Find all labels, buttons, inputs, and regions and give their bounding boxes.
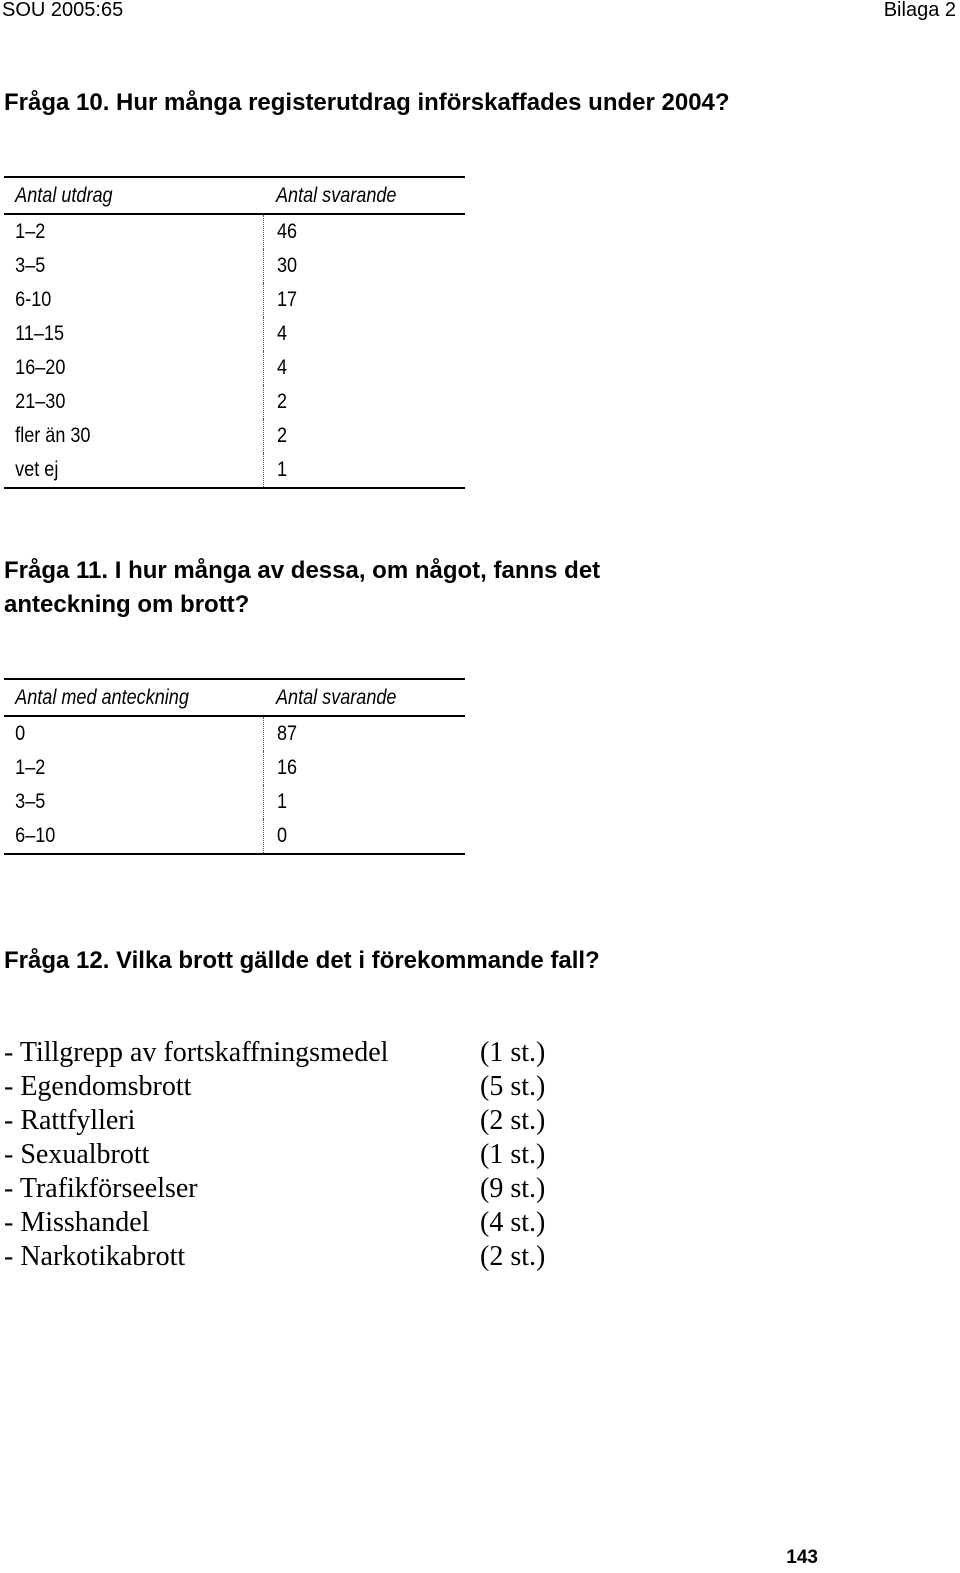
- table-row: [4, 453, 465, 487]
- column-header-respondents-label: Antal svarande: [276, 685, 397, 709]
- table-header-row: [4, 680, 465, 717]
- table-row: [4, 385, 465, 419]
- column-header-respondents: [263, 680, 465, 715]
- table-cell-count: [263, 751, 465, 785]
- table-cell-count: [263, 249, 465, 283]
- table-cell-count-value: 4: [277, 356, 288, 379]
- list-item: [4, 1138, 580, 1172]
- table-cell-range: 1–2: [15, 220, 46, 243]
- crime-name: - Tillgrepp av fortskaffningsmedel: [4, 1037, 389, 1068]
- table-cell-range: 6-10: [15, 288, 52, 311]
- table-cell-count: [263, 215, 465, 249]
- column-header-respondents: [263, 178, 465, 213]
- crime-count: (4 st.): [480, 1207, 546, 1238]
- crime-count: (1 st.): [480, 1139, 546, 1170]
- crime-name: - Sexualbrott: [4, 1139, 150, 1170]
- crime-name: - Rattfylleri: [4, 1105, 136, 1136]
- table-row: [4, 317, 465, 351]
- appendix-label: Bilaga 2: [883, 0, 956, 21]
- list-item: [4, 1240, 580, 1274]
- table-cell-range: 11–15: [15, 322, 65, 345]
- question-11-heading: [4, 554, 600, 622]
- document-series-label: SOU 2005:65: [2, 0, 124, 21]
- table-cell-count-value: 2: [277, 424, 288, 447]
- list-item: [4, 1070, 580, 1104]
- crime-name: - Trafikförseelser: [4, 1173, 198, 1204]
- question-11-line-1: Fråga 11. I hur många av dessa, om något, fanns det: [4, 557, 601, 584]
- table-cell-count-value: 46: [277, 220, 298, 243]
- annotations-table: [4, 678, 465, 855]
- list-item: [4, 1172, 580, 1206]
- extracts-table: [4, 176, 465, 489]
- table-cell-range: 16–20: [15, 356, 66, 379]
- crime-name: - Egendomsbrott: [4, 1071, 192, 1102]
- table-cell-range: 1–2: [15, 756, 46, 779]
- question-11-line-2: anteckning om brott?: [4, 591, 250, 618]
- table-row: [4, 819, 465, 853]
- table-cell-count-value: 4: [277, 322, 288, 345]
- crime-list: [4, 1036, 580, 1274]
- table-cell-count: [263, 385, 465, 419]
- table-cell-range: 6–10: [15, 824, 56, 847]
- crime-name: - Narkotikabrott: [4, 1241, 186, 1272]
- column-header-extracts: Antal utdrag: [15, 183, 113, 207]
- table-row: [4, 785, 465, 819]
- table-row: [4, 249, 465, 283]
- table-cell-range: 3–5: [15, 254, 46, 277]
- table-row: [4, 215, 465, 249]
- crime-count: (2 st.): [480, 1105, 546, 1136]
- table-row: [4, 351, 465, 385]
- table-cell-count: [263, 351, 465, 385]
- table-cell-count-value: 2: [277, 390, 288, 413]
- table-cell-count: [263, 785, 465, 819]
- table-row: [4, 717, 465, 751]
- table-cell-count-value: 0: [277, 824, 288, 847]
- list-item: [4, 1036, 580, 1070]
- page-number: 143: [786, 1547, 818, 1568]
- list-item: [4, 1206, 580, 1240]
- question-12-heading: Fråga 12. Vilka brott gällde det i förekommande fall?: [4, 947, 600, 974]
- table-cell-count: [263, 453, 465, 487]
- table-cell-count-value: 1: [277, 458, 288, 481]
- table-cell-count-value: 30: [277, 254, 298, 277]
- table-row: [4, 283, 465, 317]
- table-cell-range: 21–30: [15, 390, 66, 413]
- table-cell-range: vet ej: [15, 458, 59, 481]
- table-cell-count: [263, 717, 465, 751]
- table-cell-count: [263, 317, 465, 351]
- crime-count: (1 st.): [480, 1037, 546, 1068]
- table-header-row: [4, 178, 465, 215]
- question-10-heading: Fråga 10. Hur många registerutdrag införskaffades under 2004?: [4, 89, 730, 116]
- table-cell-range: 0: [15, 722, 26, 745]
- list-item: [4, 1104, 580, 1138]
- column-header-respondents-label: Antal svarande: [276, 183, 397, 207]
- table-cell-count-value: 87: [277, 722, 298, 745]
- crime-count: (9 st.): [480, 1173, 546, 1204]
- table-cell-count: [263, 819, 465, 853]
- crime-count: (5 st.): [480, 1071, 546, 1102]
- crime-name: - Misshandel: [4, 1207, 150, 1238]
- table-cell-count: [263, 283, 465, 317]
- table-cell-count-value: 16: [277, 756, 298, 779]
- table-row: [4, 419, 465, 453]
- table-cell-range: 3–5: [15, 790, 46, 813]
- table-cell-range: fler än 30: [15, 424, 91, 447]
- table-cell-count-value: 1: [277, 790, 288, 813]
- crime-count: (2 st.): [480, 1241, 546, 1272]
- table-cell-count-value: 17: [277, 288, 298, 311]
- table-row: [4, 751, 465, 785]
- column-header-annotations: Antal med anteckning: [15, 685, 189, 709]
- table-cell-count: [263, 419, 465, 453]
